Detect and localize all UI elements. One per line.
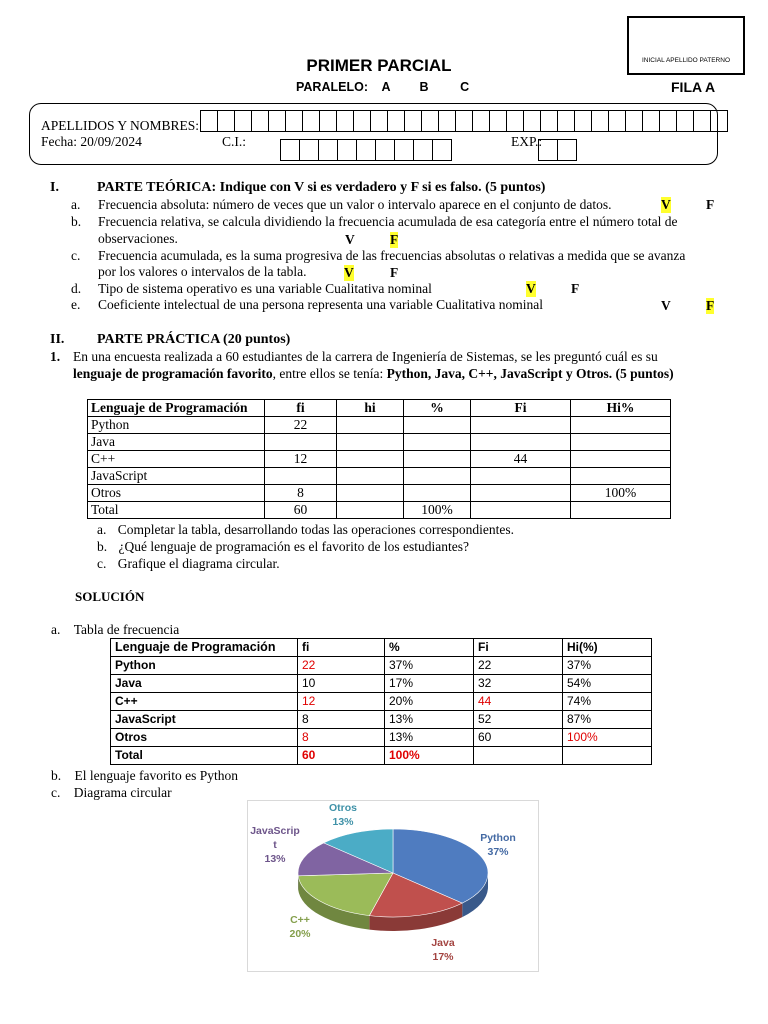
table-row bbox=[111, 747, 652, 765]
table-cell: Python bbox=[111, 657, 298, 675]
pie-chart-frame bbox=[247, 800, 539, 972]
table-cell: C++ bbox=[88, 451, 265, 468]
table-row bbox=[111, 711, 652, 729]
table-header: Lenguaje de Programación bbox=[111, 639, 298, 657]
paralelo-option-b: B bbox=[419, 80, 429, 94]
pie-chart bbox=[248, 801, 538, 971]
item-a-f: F bbox=[706, 197, 715, 212]
solution-c-text: Diagrama circular bbox=[73, 785, 172, 800]
table-cell bbox=[404, 417, 471, 434]
paralelo-option-c: C bbox=[460, 80, 470, 94]
table-cell: Total bbox=[111, 747, 298, 765]
table-cell: 20% bbox=[385, 693, 474, 711]
table-cell bbox=[337, 502, 404, 519]
item-b-f: F bbox=[390, 232, 399, 247]
table-cell: 8 bbox=[298, 711, 385, 729]
table-cell: 60 bbox=[298, 747, 385, 765]
solution-b-text: El lenguaje favorito es Python bbox=[74, 768, 238, 783]
table-cell bbox=[563, 747, 652, 765]
table-row bbox=[111, 729, 652, 747]
table-cell: 52 bbox=[474, 711, 563, 729]
table-cell: 100% bbox=[404, 502, 471, 519]
table-cell bbox=[337, 417, 404, 434]
item-e-f: F bbox=[706, 298, 715, 313]
solution-c-marker: c. bbox=[51, 785, 61, 800]
subitem-b bbox=[97, 538, 469, 555]
part2-title: PARTE PRÁCTICA (20 puntos) bbox=[97, 332, 291, 347]
item-marker: b. bbox=[71, 214, 82, 229]
surname-initial-label: INICIAL APELLIDO PATERNO bbox=[641, 57, 731, 64]
subitem-text: Completar la tabla, desarrollando todas las operaciones correspondientes. bbox=[117, 522, 514, 537]
pie-label-python: Python 37% bbox=[480, 832, 516, 858]
page-title: PRIMER PARCIAL bbox=[306, 56, 452, 75]
table-header: hi bbox=[337, 400, 404, 417]
pie-label-c++: C++ 20% bbox=[289, 914, 311, 940]
table-cell: C++ bbox=[111, 693, 298, 711]
subitem-marker: b. bbox=[97, 539, 108, 554]
item-c-f: F bbox=[390, 265, 399, 280]
exp-boxes[interactable] bbox=[538, 139, 577, 161]
q1-options: Python, Java, C++, JavaScript y Otros. (5 puntos) bbox=[386, 366, 674, 381]
table-cell: 37% bbox=[563, 657, 652, 675]
solution-title: SOLUCIÓN bbox=[75, 589, 145, 604]
solution-a-label: Tabla de frecuencia bbox=[73, 622, 180, 637]
table-cell: Otros bbox=[111, 729, 298, 747]
solution-b bbox=[51, 768, 238, 784]
solution-a bbox=[51, 622, 179, 638]
table-cell: 8 bbox=[298, 729, 385, 747]
item-text: Frecuencia relativa, se calcula dividiendo la frecuencia acumulada de esa categoría entre el número total de bbox=[98, 214, 678, 229]
pie-label-otros: Otros 13% bbox=[328, 802, 358, 828]
pie-label-java: Java 17% bbox=[431, 937, 455, 963]
question1-line1: En una encuesta realizada a 60 estudiantes de la carrera de Ingeniería de Sistemas, se les preguntó cuál es su bbox=[73, 349, 658, 364]
table-cell bbox=[471, 434, 571, 451]
item-b-v: V bbox=[345, 232, 355, 247]
table-cell: 44 bbox=[471, 451, 571, 468]
table-header-row bbox=[88, 400, 671, 417]
item-marker: e. bbox=[71, 297, 81, 312]
table-row bbox=[88, 434, 671, 451]
fila-label: FILA A bbox=[671, 79, 716, 95]
item-text: Frecuencia acumulada, es la suma progresiva de las frecuencias absolutas o relativas a medida que se avanza bbox=[98, 248, 686, 263]
table-cell bbox=[471, 417, 571, 434]
table-cell: 17% bbox=[385, 675, 474, 693]
table-cell: 22 bbox=[298, 657, 385, 675]
table-cell: Otros bbox=[88, 485, 265, 502]
paralelo-option-a: A bbox=[381, 80, 391, 94]
table-cell: 100% bbox=[385, 747, 474, 765]
table-header: fi bbox=[298, 639, 385, 657]
table-cell bbox=[571, 451, 671, 468]
table-cell: 13% bbox=[385, 729, 474, 747]
table-cell: 60 bbox=[265, 502, 337, 519]
table-cell: 12 bbox=[265, 451, 337, 468]
table-cell bbox=[571, 417, 671, 434]
item-b-line2: observaciones. bbox=[98, 231, 178, 246]
item-marker: d. bbox=[71, 281, 82, 296]
table-cell: JavaScript bbox=[111, 711, 298, 729]
table-cell bbox=[471, 502, 571, 519]
table-header: fi bbox=[265, 400, 337, 417]
item-c-v: V bbox=[344, 265, 354, 280]
question1-marker: 1. bbox=[50, 349, 61, 364]
item-e-v: V bbox=[661, 298, 671, 313]
table-cell bbox=[265, 468, 337, 485]
question1-line2 bbox=[73, 366, 674, 382]
table-cell: 10 bbox=[298, 675, 385, 693]
table-cell: 37% bbox=[385, 657, 474, 675]
table-row bbox=[88, 417, 671, 434]
table-row bbox=[111, 657, 652, 675]
table-cell bbox=[404, 434, 471, 451]
date-label: Fecha: 20/09/2024 bbox=[41, 134, 142, 149]
solution-table bbox=[110, 638, 652, 765]
item-d-f: F bbox=[571, 281, 580, 296]
table-cell bbox=[404, 485, 471, 502]
table-header-row bbox=[111, 639, 652, 657]
subitem-marker: a. bbox=[97, 522, 107, 537]
table-header: Fi bbox=[471, 400, 571, 417]
table-row bbox=[111, 675, 652, 693]
table-row bbox=[88, 502, 671, 519]
table-cell: Java bbox=[88, 434, 265, 451]
table-cell: Java bbox=[111, 675, 298, 693]
table-cell: 100% bbox=[563, 729, 652, 747]
table-header: Hi(%) bbox=[563, 639, 652, 657]
ci-label: C.I.: bbox=[222, 134, 247, 149]
table-cell: 13% bbox=[385, 711, 474, 729]
table-row bbox=[88, 468, 671, 485]
q1-mid: , entre ellos se tenía: bbox=[272, 366, 387, 381]
solution-b-marker: b. bbox=[51, 768, 62, 783]
table-cell: JavaScript bbox=[88, 468, 265, 485]
name-label: APELLIDOS Y NOMBRES: bbox=[41, 118, 200, 133]
subitem-text: ¿Qué lenguaje de programación es el favorito de los estudiantes? bbox=[118, 539, 469, 554]
table-cell: 100% bbox=[571, 485, 671, 502]
table-cell: 74% bbox=[563, 693, 652, 711]
table-cell bbox=[337, 485, 404, 502]
item-text: Coeficiente intelectual de una persona representa una variable Cualitativa nominal bbox=[98, 297, 543, 312]
exp-label: EXP.: bbox=[511, 134, 543, 149]
item-marker: a. bbox=[71, 197, 81, 212]
name-boxes[interactable] bbox=[200, 110, 728, 132]
question-table bbox=[87, 399, 671, 519]
table-cell bbox=[571, 502, 671, 519]
subitem-c bbox=[97, 555, 280, 572]
table-cell: Python bbox=[88, 417, 265, 434]
ci-boxes[interactable] bbox=[280, 139, 452, 161]
solution-c bbox=[51, 785, 172, 801]
part1-title: PARTE TEÓRICA: Indique con V si es verdadero y F si es falso. (5 puntos) bbox=[97, 180, 546, 195]
table-cell bbox=[337, 434, 404, 451]
table-cell bbox=[404, 451, 471, 468]
table-cell bbox=[265, 434, 337, 451]
item-text: Frecuencia absoluta: número de veces que un valor o intervalo aparece en el conjunto de datos. bbox=[98, 197, 612, 212]
q1-bold-phrase: lenguaje de programación favorito bbox=[73, 366, 273, 381]
table-header: Fi bbox=[474, 639, 563, 657]
table-cell bbox=[471, 468, 571, 485]
table-cell bbox=[404, 468, 471, 485]
part2-number: II. bbox=[50, 332, 65, 347]
table-cell bbox=[571, 468, 671, 485]
table-cell bbox=[474, 747, 563, 765]
surname-initial-box bbox=[627, 16, 745, 75]
item-text: Tipo de sistema operativo es una variable Cualitativa nominal bbox=[98, 281, 432, 296]
table-header: % bbox=[404, 400, 471, 417]
table-row bbox=[88, 451, 671, 468]
pie-label-javascript: JavaScrip t 13% bbox=[250, 825, 300, 865]
table-cell: Total bbox=[88, 502, 265, 519]
part1-number: I. bbox=[50, 180, 59, 195]
item-a-v: V bbox=[661, 197, 671, 212]
table-cell: 22 bbox=[265, 417, 337, 434]
table-cell: 44 bbox=[474, 693, 563, 711]
table-header: Lenguaje de Programación bbox=[88, 400, 265, 417]
subitem-text: Grafique el diagrama circular. bbox=[117, 556, 280, 571]
table-row bbox=[111, 693, 652, 711]
table-cell bbox=[471, 485, 571, 502]
table-cell bbox=[337, 468, 404, 485]
item-marker: c. bbox=[71, 248, 81, 263]
solution-a-marker: a. bbox=[51, 622, 61, 637]
table-cell: 22 bbox=[474, 657, 563, 675]
table-cell: 32 bbox=[474, 675, 563, 693]
table-row bbox=[88, 485, 671, 502]
paralelo-row bbox=[296, 80, 469, 94]
paralelo-label: PARALELO: bbox=[296, 80, 368, 94]
item-d-v: V bbox=[526, 281, 536, 296]
table-cell: 8 bbox=[265, 485, 337, 502]
table-cell: 54% bbox=[563, 675, 652, 693]
table-header: Hi% bbox=[571, 400, 671, 417]
table-cell: 87% bbox=[563, 711, 652, 729]
table-cell bbox=[337, 451, 404, 468]
table-cell: 12 bbox=[298, 693, 385, 711]
table-header: % bbox=[385, 639, 474, 657]
subitem-a bbox=[97, 521, 514, 538]
item-c-line2: por los valores o intervalos de la tabla. bbox=[98, 264, 307, 279]
table-cell bbox=[571, 434, 671, 451]
subitem-marker: c. bbox=[97, 556, 107, 571]
table-cell: 60 bbox=[474, 729, 563, 747]
